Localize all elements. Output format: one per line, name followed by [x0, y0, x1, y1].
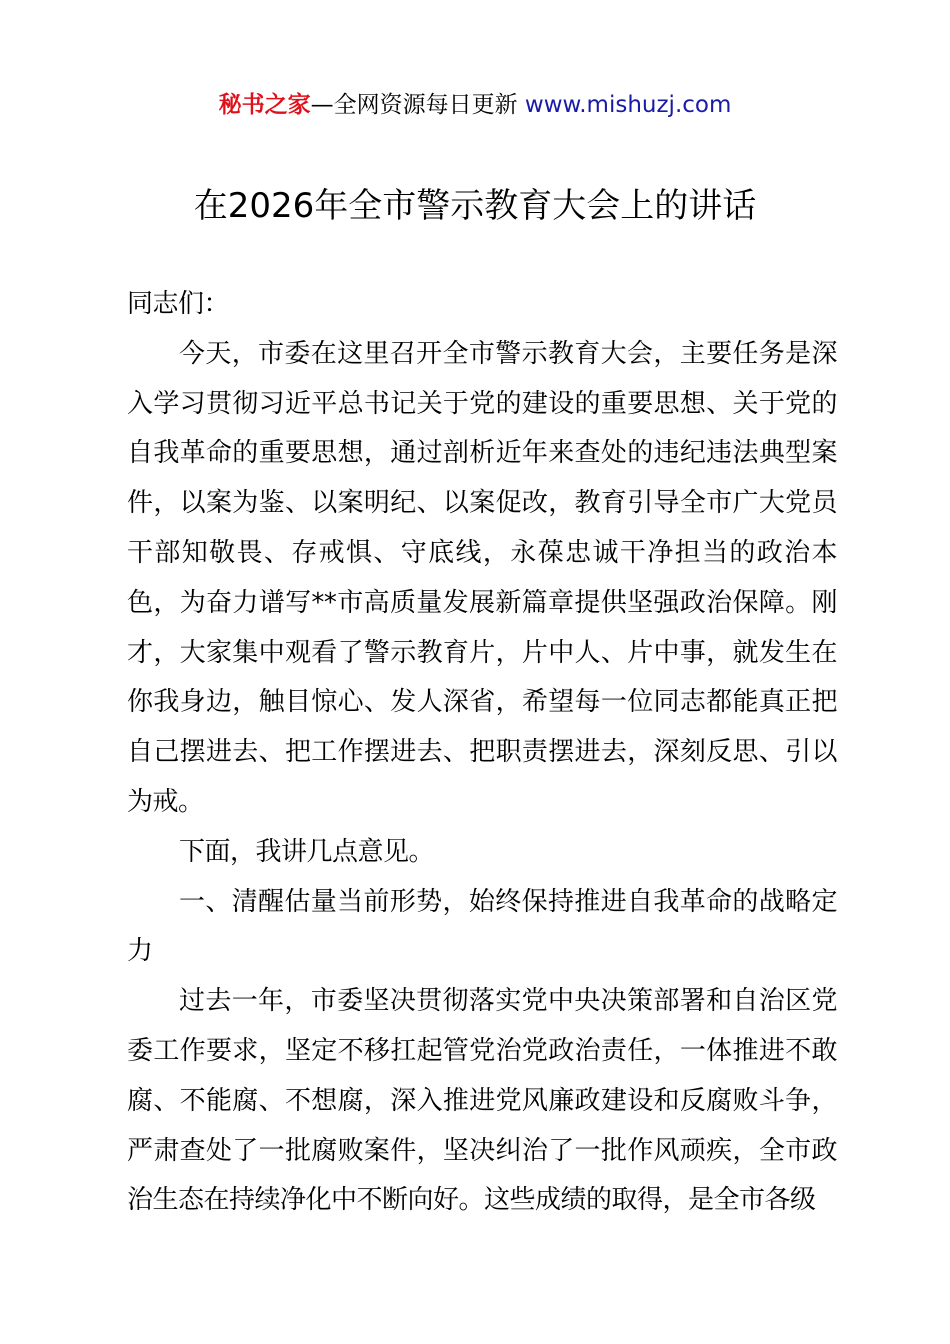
- paragraph-intro: 今天，市委在这里召开全市警示教育大会，主要任务是深入学习贯彻习近平总书记关于党的建设的重要思想、关于党的自我革命的重要思想，通过剖析近年来查处的违纪违法典型案件，以案为鉴、以案明纪、以案促改，教育引导全市广大党员干部知敬畏、存戒惧、守底线，永葆忠诚干净担当的政治本色，为奋力谱写**市高质量发展新篇章提供坚强政治保障。刚才，大家集中观看了警示教育片，片中人、片中事，就发生在你我身边，触目惊心、发人深省，希望每一位同志都能真正把自己摆进去、把工作摆进去、把职责摆进去，深刻反思、引以为戒。: [127, 338, 837, 817]
- header-tagline: —全网资源每日更新: [310, 92, 525, 118]
- site-url-link[interactable]: www.mishuzj.com: [524, 92, 732, 118]
- paragraph-section-one: 过去一年，市委坚决贯彻落实党中央决策部署和自治区党委工作要求，坚定不移扛起管党治党政治责任，一体推进不敢腐、不能腐、不想腐，深入推进党风廉政建设和反腐败斗争，严肃查处了一批腐败案件，坚决纠治了一批作风顽疾，全市政治生态在持续净化中不断向好。这些成绩的取得，是全市各级: [127, 986, 837, 1216]
- salutation: 同志们：: [127, 289, 230, 319]
- paragraph-transition: 下面，我讲几点意见。: [179, 836, 435, 867]
- brand-name: 秘书之家: [218, 92, 311, 118]
- page-header: [0, 88, 950, 122]
- section-heading: 一、清醒估量当前形势，始终保持推进自我革命的战略定力: [127, 886, 837, 967]
- document-title: 在2026年全市警示教育大会上的讲话: [193, 186, 757, 226]
- document-body: [127, 280, 837, 1226]
